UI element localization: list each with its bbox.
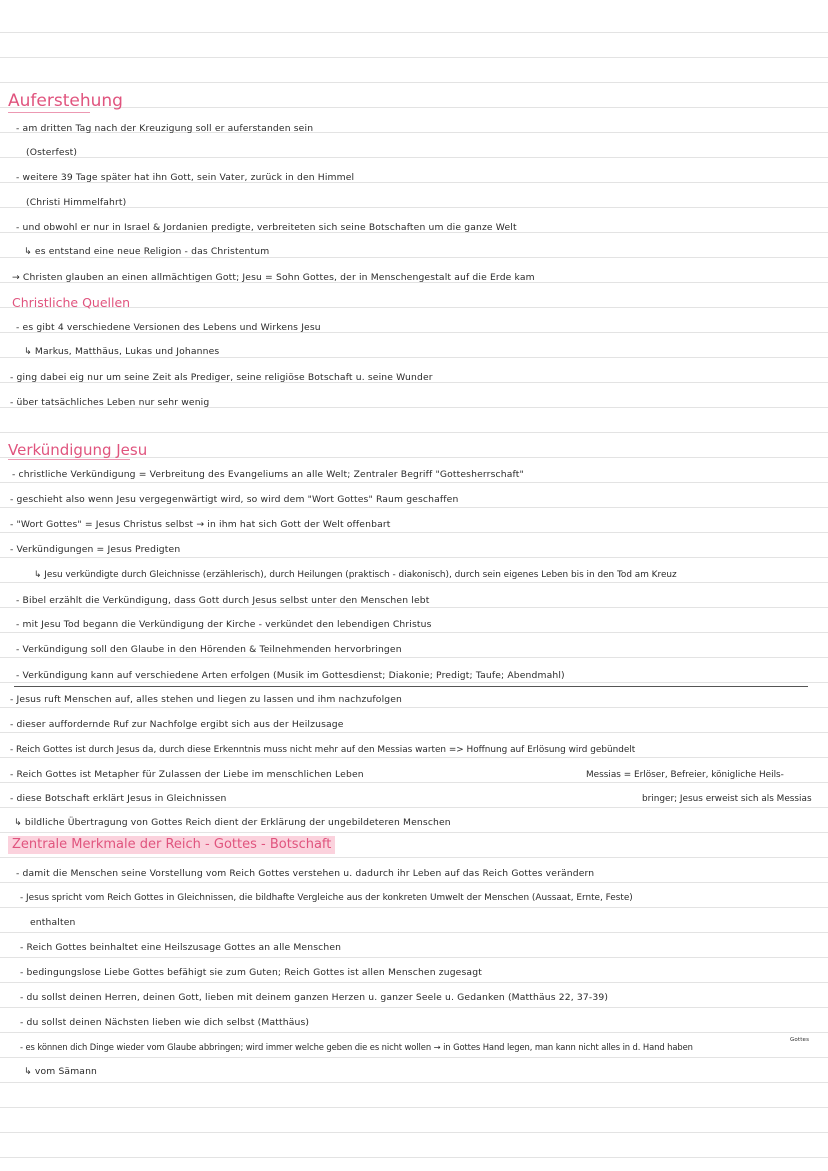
- text-line: - Verkündigung kann auf verschiedene Arten erfolgen (Musik im Gottesdienst; Diakonie; Predigt; Taufe; Abendmahl): [16, 670, 565, 681]
- heading-christliche-quellen: Christliche Quellen: [12, 295, 131, 310]
- text-line: (Christi Himmelfahrt): [26, 197, 127, 208]
- text-line: (Osterfest): [26, 147, 78, 158]
- messias-note: Messias = Erlöser, Befreier, königliche Heils-: [586, 770, 784, 780]
- text-line: - du sollst deinen Nächsten lieben wie dich selbst (Matthäus): [20, 1017, 310, 1028]
- text-line: - am dritten Tag nach der Kreuzigung soll er auferstanden sein: [16, 123, 314, 134]
- text-line: - geschieht also wenn Jesu vergegenwärtigt wird, so wird dem "Wort Gottes" Raum geschaffen: [10, 494, 459, 505]
- note-above: Gottes: [790, 1037, 810, 1043]
- text-line: - diese Botschaft erklärt Jesus in Gleichnissen: [10, 793, 227, 804]
- heading-underline: [8, 459, 130, 460]
- text-line: - es können dich Dinge wieder vom Glaube abbringen; wird immer welche geben die es nicht wollen → in Gottes Hand legen, man kann nicht alles in d. Hand haben: [20, 1042, 693, 1052]
- heading-underline: [8, 112, 90, 113]
- text-line: - Reich Gottes beinhaltet eine Heilszusage Gottes an alle Menschen: [20, 942, 342, 953]
- heading-zentrale-merkmale: Zentrale Merkmale der Reich - Gottes - Botschaft: [8, 836, 335, 854]
- text-line: - Jesus spricht vom Reich Gottes in Gleichnissen, die bildhafte Vergleiche aus der konkreten Umwelt der Menschen (Aussaat, Ernte, Feste): [20, 893, 633, 903]
- text-line: ↳ es entstand eine neue Religion - das Christentum: [24, 246, 270, 257]
- text-line: - und obwohl er nur in Israel & Jordanien predigte, verbreiteten sich seine Botschaften um die ganze Welt: [16, 222, 517, 233]
- text-line: - dieser auffordernde Ruf zur Nachfolge ergibt sich aus der Heilzusage: [10, 719, 344, 730]
- text-line: ↳ bildliche Übertragung von Gottes Reich dient der Erklärung der ungebildeteren Menschen: [14, 817, 451, 828]
- text-line: → Christen glauben an einen allmächtigen Gott; Jesu = Sohn Gottes, der in Menschengestalt auf die Erde kam: [12, 272, 535, 283]
- text-line: - über tatsächliches Leben nur sehr wenig: [10, 397, 210, 408]
- text-line: - weitere 39 Tage später hat ihn Gott, sein Vater, zurück in den Himmel: [16, 172, 355, 183]
- text-line: - Bibel erzählt die Verkündigung, dass Gott durch Jesus selbst unter den Menschen lebt: [16, 595, 430, 606]
- text-line: - es gibt 4 verschiedene Versionen des Lebens und Wirkens Jesu: [16, 322, 321, 333]
- text-line: - Verkündigungen = Jesus Predigten: [10, 544, 181, 555]
- text-line: - christliche Verkündigung = Verbreitung des Evangeliums an alle Welt; Zentraler Begriff "Gottesherrschaft": [12, 469, 524, 480]
- text-line: - du sollst deinen Herren, deinen Gott, lieben mit deinem ganzen Herzen u. ganzer Seele u. Gedanken (Matthäus 22, 37-39): [20, 992, 609, 1003]
- text-line: ↳ vom Sämann: [24, 1066, 98, 1077]
- text-line: enthalten: [30, 917, 76, 928]
- text-line: ↳ Markus, Matthäus, Lukas und Johannes: [24, 346, 220, 357]
- text-line: - bedingungslose Liebe Gottes befähigt sie zum Guten; Reich Gottes ist allen Menschen zugesagt: [20, 967, 482, 978]
- text-line: - damit die Menschen seine Vorstellung vom Reich Gottes verstehen u. dadurch ihr Leben auf das Reich Gottes verändern: [16, 868, 595, 879]
- text-line: - Reich Gottes ist durch Jesus da, durch diese Erkenntnis muss nicht mehr auf den Messias warten => Hoffnung auf Erlösung wird gebündelt: [10, 745, 636, 755]
- text-line: - ging dabei eig nur um seine Zeit als Prediger, seine religiöse Botschaft u. seine Wunder: [10, 372, 433, 383]
- text-line: - Verkündigung soll den Glaube in den Hörenden & Teilnehmenden hervorbringen: [16, 644, 402, 655]
- heading-auferstehung: Auferstehung: [8, 91, 123, 111]
- text-line: - mit Jesu Tod begann die Verkündigung der Kirche - verkündet den lebendigen Christus: [16, 619, 432, 630]
- text-line: - Jesus ruft Menschen auf, alles stehen und liegen zu lassen und ihm nachzufolgen: [10, 694, 403, 705]
- text-line: - Reich Gottes ist Metapher für Zulassen der Liebe im menschlichen Leben: [10, 769, 364, 780]
- text-line: - "Wort Gottes" = Jesus Christus selbst → in ihm hat sich Gott der Welt offenbart: [10, 519, 391, 530]
- text-line: ↳ Jesu verkündigte durch Gleichnisse (erzählerisch), durch Heilungen (praktisch - diakonisch), durch sein eigenes Leben bis in den Tod am Kreuz: [34, 570, 677, 580]
- heading-verkuendigung-jesu: Verkündigung Jesu: [8, 441, 148, 459]
- messias-note: bringer; Jesus erweist sich als Messias: [642, 794, 812, 804]
- section-divider: [14, 686, 808, 687]
